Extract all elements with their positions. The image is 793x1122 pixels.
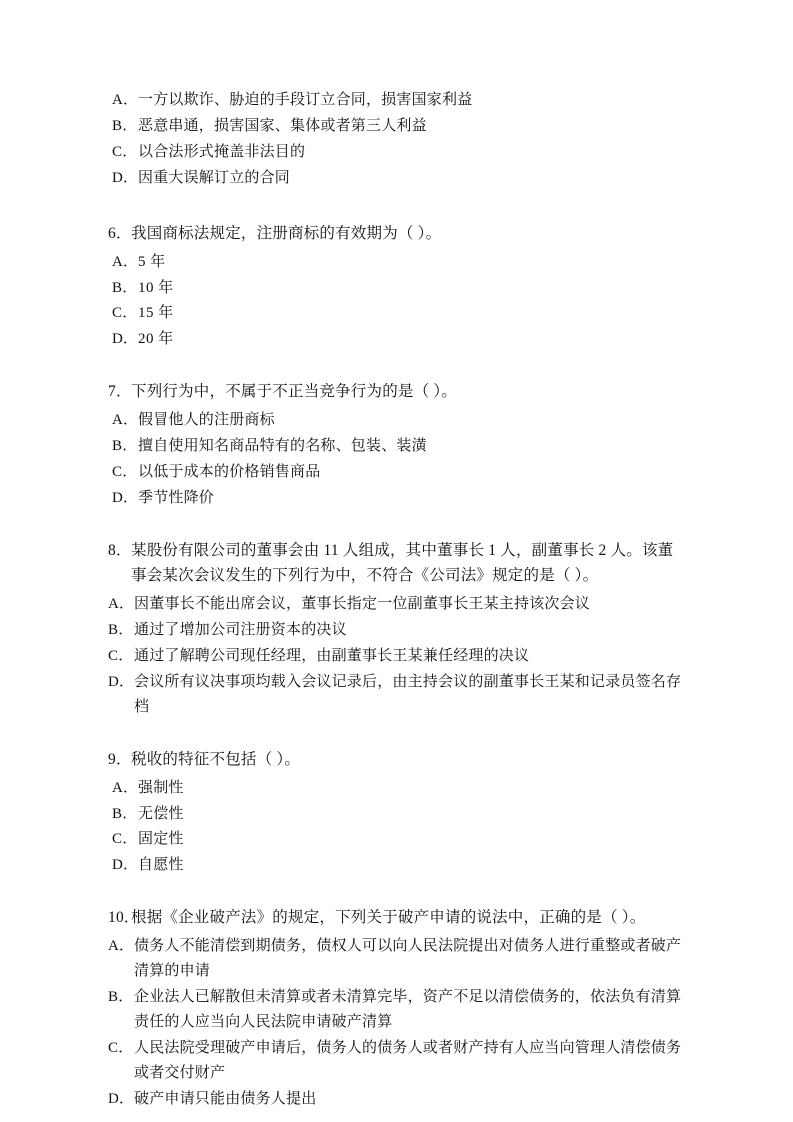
option-list (108, 592, 685, 719)
option-label: C． (112, 831, 138, 848)
option-label: D． (112, 490, 139, 507)
list-item (108, 934, 685, 984)
option-text: 20 年 (138, 331, 174, 348)
option-label: B． (108, 622, 134, 639)
option-label: D． (108, 1090, 135, 1107)
option-text: 会议所有议决事项均载入会议记录后，由主持会议的副董事长王某和记录员签名存档 (134, 673, 682, 715)
list-item (108, 250, 685, 275)
option-text: 假冒他人的注册商标 (138, 412, 275, 429)
option-text: 10 年 (138, 279, 174, 296)
question-stem (108, 538, 685, 588)
option-label: B． (112, 117, 138, 134)
question-number: 6． (108, 224, 132, 242)
list-item (108, 276, 685, 301)
list-item (108, 618, 685, 643)
option-label: A． (112, 92, 139, 108)
option-text: 固定性 (138, 831, 184, 848)
question-item (108, 905, 685, 1111)
option-label: C． (112, 143, 138, 160)
option-label: A． (108, 938, 135, 955)
option-list (108, 408, 685, 511)
option-list (108, 88, 685, 191)
option-text: 债务人不能清偿到期债务，债权人可以向人民法院提出对债务人进行重整或者破产清算的申请 (134, 938, 682, 980)
question-number: 7． (108, 383, 132, 401)
option-text: 季节性降价 (138, 490, 215, 507)
list-item (108, 592, 685, 617)
question-stem-text: 某股份有限公司的董事会由 11 人组成，其中董事长 1 人，副董事长 2 人。该董事会某次会议发生的下列行为中，不符合《公司法》规定的是（ ）。 (131, 541, 674, 585)
question-stem (108, 221, 685, 246)
option-text: 通过了增加公司注册资本的决议 (134, 622, 347, 639)
option-text: 自愿性 (138, 857, 184, 874)
question-stem (108, 905, 685, 930)
option-label: C． (108, 1039, 134, 1056)
list-item (108, 1087, 685, 1112)
option-list (108, 250, 685, 353)
option-text: 人民法院受理破产申请后，债务人的债务人或者财产持有人应当向管理人清偿债务或者交付财产 (134, 1039, 682, 1081)
option-text: 强制性 (138, 779, 184, 796)
option-label: A． (112, 779, 139, 796)
question-stem-text: 我国商标法规定，注册商标的有效期为（ ）。 (131, 224, 442, 242)
option-label: A． (112, 412, 139, 429)
option-label: B． (112, 438, 138, 455)
option-list (108, 934, 685, 1111)
option-text: 以合法形式掩盖非法目的 (138, 143, 306, 160)
option-text: 通过了解聘公司现任经理，由副董事长王某兼任经理的决议 (134, 647, 530, 664)
question-continuation-block (108, 88, 685, 191)
option-text: 以低于成本的价格销售商品 (138, 464, 321, 481)
list-item (108, 460, 685, 485)
list-item (108, 985, 685, 1035)
list-item (108, 434, 685, 459)
option-label: D． (112, 169, 139, 186)
option-label: B． (112, 279, 138, 296)
option-label: C． (112, 464, 138, 481)
list-item (108, 327, 685, 352)
question-stem-text: 下列行为中，不属于不正当竞争行为的是（ ）。 (131, 383, 458, 401)
list-item (108, 88, 685, 113)
option-text: 因重大误解订立的合同 (138, 169, 291, 186)
option-label: A． (112, 253, 139, 270)
option-list (108, 776, 685, 879)
question-number: 8． (108, 541, 132, 559)
option-label: C． (112, 305, 138, 322)
question-item (108, 538, 685, 720)
list-item (108, 802, 685, 827)
option-text: 企业法人已解散但未清算或者未清算完毕，资产不足以清偿债务的，依法负有清算责任的人应当向人民法院申请破产清算 (134, 989, 682, 1031)
list-item (108, 408, 685, 433)
list-item (108, 776, 685, 801)
list-item (108, 114, 685, 139)
list-item (108, 486, 685, 511)
option-text: 15 年 (138, 305, 174, 322)
question-item (108, 747, 685, 879)
option-text: 破产申请只能由债务人提出 (134, 1090, 317, 1107)
question-stem-text: 根据《企业破产法》的规定，下列关于破产申请的说法中，正确的是（ ）。 (131, 909, 646, 927)
list-item (108, 644, 685, 669)
option-text: 擅自使用知名商品特有的名称、包装、装潢 (138, 438, 427, 455)
list-item (108, 827, 685, 852)
option-label: C． (108, 647, 134, 664)
question-stem (108, 379, 685, 404)
question-stem (108, 747, 685, 772)
option-text: 因董事长不能出席会议，董事长指定一位副董事长王某主持该次会议 (134, 596, 591, 613)
question-item (108, 221, 685, 353)
list-item (108, 140, 685, 165)
option-text: 一方以欺诈、胁迫的手段订立合同，损害国家利益 (138, 92, 473, 108)
question-number: 9． (108, 750, 132, 768)
option-text: 5 年 (138, 253, 166, 270)
option-label: D． (108, 673, 135, 690)
list-item (108, 301, 685, 326)
option-text: 无偿性 (138, 805, 184, 822)
list-item (108, 1036, 685, 1086)
option-label: D． (112, 857, 139, 874)
option-label: D． (112, 331, 139, 348)
question-number: 10． (108, 909, 140, 927)
list-item (108, 670, 685, 720)
question-item (108, 379, 685, 511)
list-item (108, 166, 685, 191)
option-label: A． (108, 596, 135, 613)
option-label: B． (108, 989, 134, 1006)
list-item (108, 853, 685, 878)
question-stem-text: 税收的特征不包括（ ）。 (131, 750, 301, 768)
option-label: B． (112, 805, 138, 822)
option-text: 恶意串通，损害国家、集体或者第三人利益 (138, 117, 427, 134)
